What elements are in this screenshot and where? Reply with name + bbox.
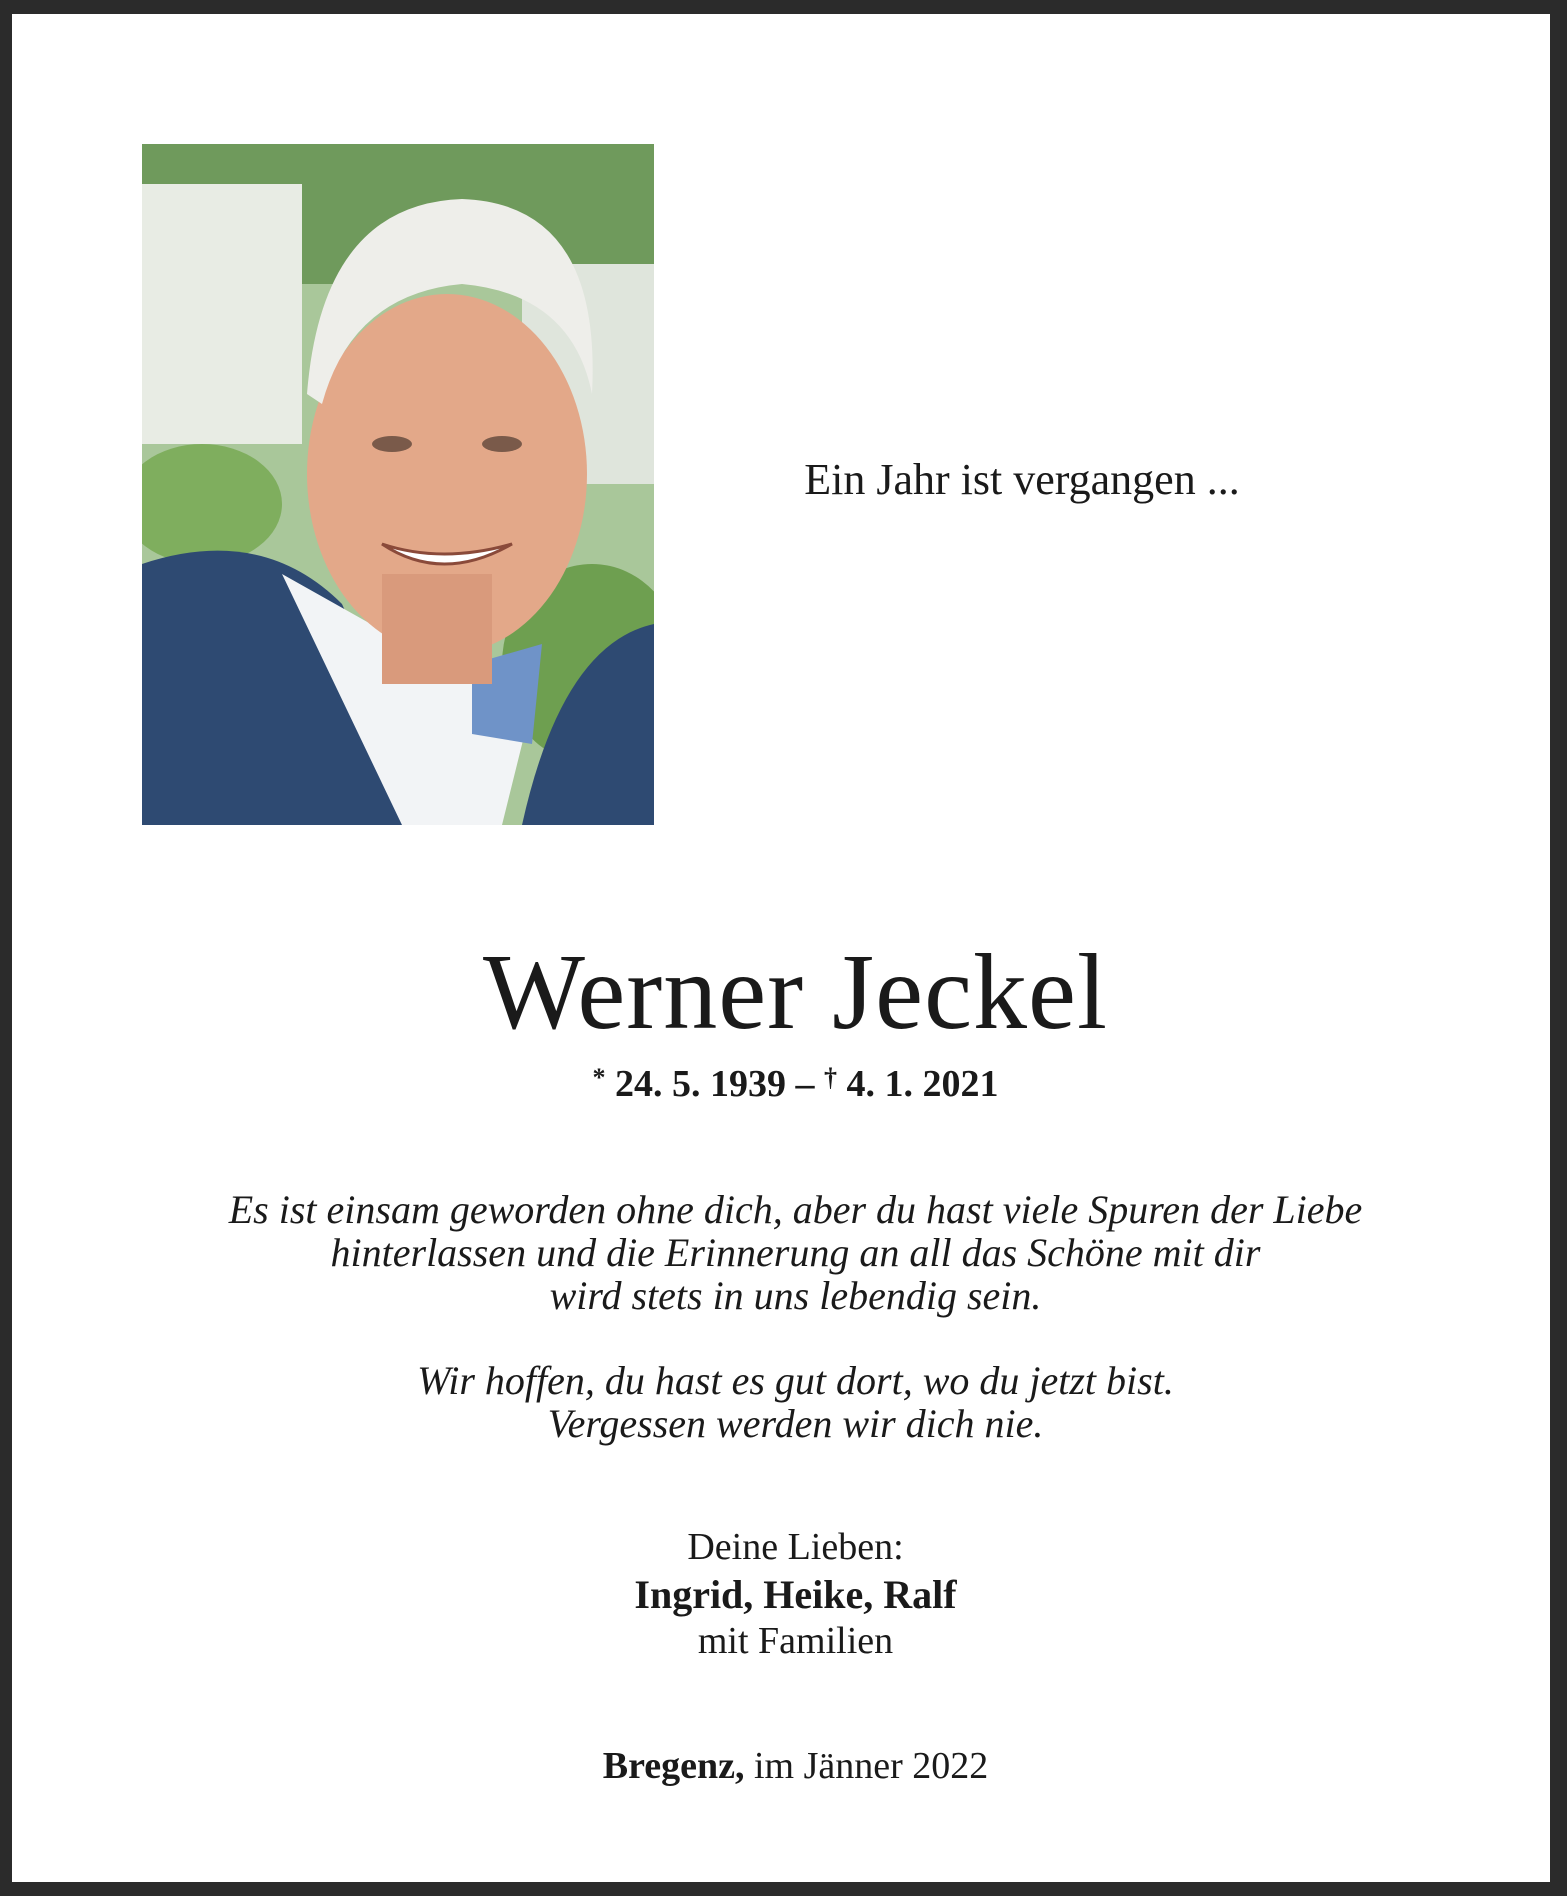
deceased-name: Werner Jeckel: [483, 933, 1108, 1052]
portrait-photo: [142, 144, 654, 825]
intro-text: Ein Jahr ist vergangen ...: [804, 455, 1240, 504]
verse-line: wird stets in uns lebendig sein.: [549, 1273, 1042, 1318]
signoff-suffix: mit Familien: [697, 1620, 894, 1662]
verse-paragraph-1: [12, 1188, 1567, 1317]
death-symbol: †: [824, 1063, 837, 1092]
death-date: 4. 1. 2021: [846, 1063, 999, 1105]
place-city: Bregenz,: [602, 1745, 745, 1787]
birth-symbol: *: [592, 1063, 606, 1092]
verse-line: hinterlassen und die Erinnerung an all das Schöne mit dir: [330, 1230, 1261, 1275]
date-dash: –: [795, 1063, 824, 1105]
life-dates: [12, 1062, 1567, 1108]
portrait-illustration: [142, 144, 654, 825]
birth-date: 24. 5. 1939: [615, 1063, 786, 1105]
verse-line: Vergessen werden wir dich nie.: [547, 1401, 1044, 1446]
signoff-block: [12, 1524, 1567, 1665]
verse-paragraph-2: [12, 1359, 1567, 1445]
verse-line: Es ist einsam geworden ohne dich, aber du hast viele Spuren der Liebe: [228, 1187, 1363, 1232]
signoff-names: Ingrid, Heike, Ralf: [634, 1572, 957, 1617]
signoff-label: Deine Lieben:: [687, 1526, 904, 1568]
place-date-line: [12, 1744, 1567, 1790]
verse-line: Wir hoffen, du hast es gut dort, wo du jetzt bist.: [417, 1358, 1174, 1403]
place-date: im Jänner 2022: [753, 1745, 989, 1787]
